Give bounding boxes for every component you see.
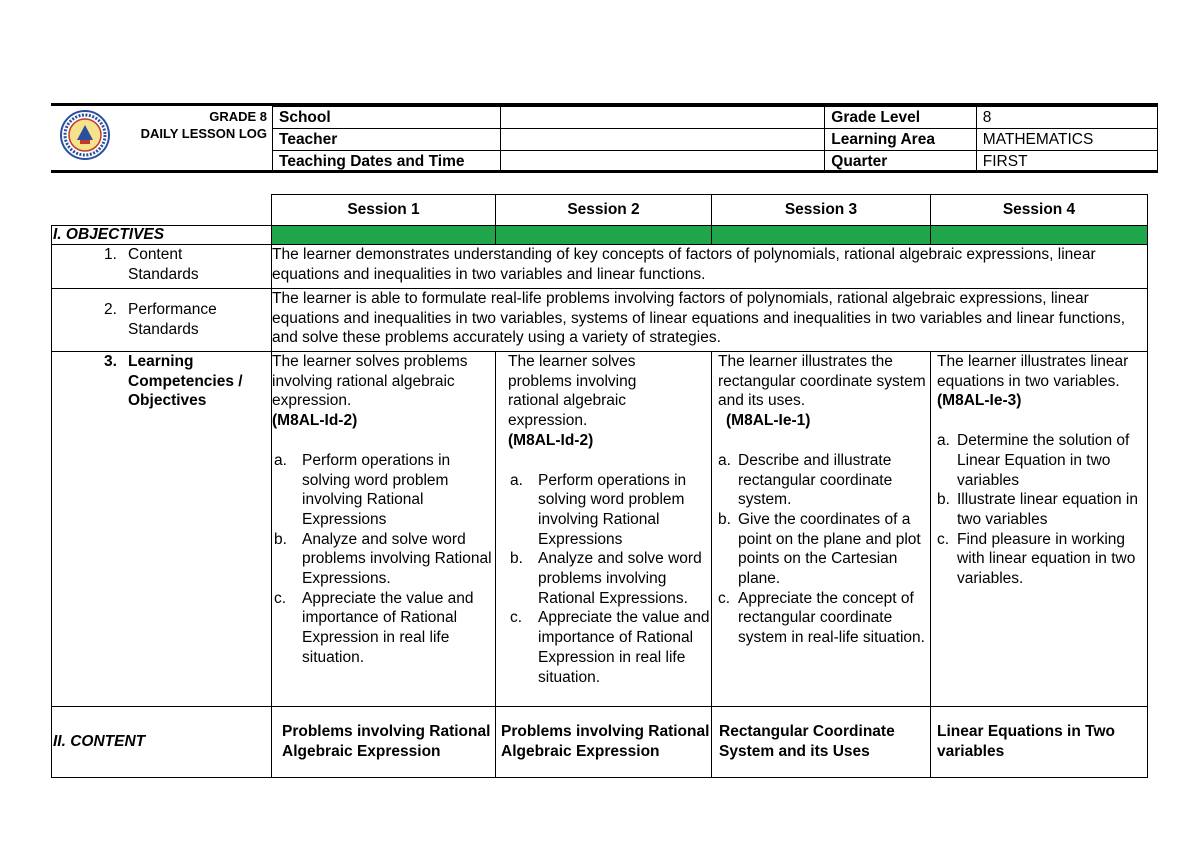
objectives-bar [496,226,712,245]
list-text: Describe and illustrate rectangular coordinate system. [738,451,893,509]
list-text: Appreciate the concept of rectangular coordinate system in real-life situation. [738,589,925,647]
grade-label: GRADE 8 [209,109,267,124]
competency-code: (M8AL-Ie-1) [726,412,811,430]
list-item [508,549,711,608]
list-text: Find pleasure in working with linear equation in two variables. [957,530,1136,588]
objectives-bar [272,226,496,245]
competency-intro: The learner illustrates linear equations in two variables. [937,353,1129,390]
lesson-plan-table [51,194,1148,778]
list-marker: b. [718,510,731,528]
list-text: Determine the solution of Linear Equation in two variables [957,432,1130,489]
list-marker: b. [274,530,287,548]
log-title: DAILY LESSON LOG [140,126,267,141]
objectives-row [52,226,1148,245]
list-text: Illustrate linear equation in two variables [957,491,1138,528]
label-line: Standards [128,321,199,338]
list-marker: a. [718,451,731,469]
session-1-content: Problems involving Rational Algebraic Expression [272,707,496,778]
content-row [52,707,1148,778]
item-number: 3. [104,353,117,370]
objectives-bar [712,226,931,245]
performance-standards-row [52,289,1148,352]
label-line: Performance [128,301,217,319]
session-3-header: Session 3 [712,195,931,226]
objectives-bar [931,226,1148,245]
list-marker: b. [937,491,950,509]
teaching-dates-label: Teaching Dates and Time [273,151,501,173]
session-3-content: Rectangular Coordinate System and its Uses [712,707,931,778]
teaching-dates-value[interactable] [500,151,825,173]
competency-intro: The learner solves problems involving rational algebraic expression. [508,353,637,430]
content-standards-label [52,245,272,289]
competency-code: (M8AL-Ie-3) [937,392,1022,410]
performance-standards-text: The learner is able to formulate real-life problems involving factors of polynomials, rational algebraic expressions, linear equations and inequalities in two variables, systems of linear equations and inequalities in two variables and linear functions, and solve these problems accurately using a variety of strategies. [272,289,1148,352]
list-item [718,510,930,589]
grade-level-label: Grade Level [825,107,976,129]
session-1-header: Session 1 [272,195,496,226]
learning-area-value[interactable]: MATHEMATICS [976,129,1157,151]
session-4-competencies [931,352,1148,707]
label-line: Learning [128,353,194,370]
list-item [937,490,1147,529]
list-item [508,608,711,687]
list-text: Perform operations in solving word problem involving Rational Expressions [302,451,451,528]
grade-level-value[interactable]: 8 [976,107,1157,129]
teacher-value[interactable] [500,129,825,151]
list-item [937,530,1147,589]
list-item [508,471,711,550]
list-text: Appreciate the value and importance of Rational Expression in real life situation. [538,609,710,686]
list-item [272,589,495,668]
content-standards-text: The learner demonstrates understanding of key concepts of factors of polynomials, rational algebraic expressions, linear equations and inequalities in two variables and linear functions. [272,245,1148,289]
list-marker: b. [510,550,523,568]
list-item [272,451,495,530]
list-item [937,431,1147,490]
session-3-competencies [712,352,931,707]
list-marker: c. [718,589,731,607]
list-item [718,589,930,648]
learning-area-label: Learning Area [825,129,976,151]
competency-intro: The learner solves problems involving rational algebraic expression. [272,353,468,410]
list-item [718,451,930,510]
list-text: Appreciate the value and importance of Rational Expression in real life situation. [302,589,474,666]
quarter-label: Quarter [825,151,976,173]
list-marker: a. [510,471,523,489]
item-number: 1. [104,246,117,263]
competency-code: (M8AL-Id-2) [272,412,358,430]
item-number: 2. [104,301,117,319]
list-marker: c. [937,530,950,548]
content-heading: II. CONTENT [52,707,272,778]
corner-cell [52,195,272,226]
header-row-teacher [273,129,1158,151]
header-row-school [273,107,1158,129]
header-row-dates [273,151,1158,173]
competencies-row [52,352,1148,707]
list-marker: c. [510,609,523,627]
lesson-log-header [51,103,1158,173]
school-label: School [273,107,501,129]
list-marker: a. [274,451,287,469]
label-line: Objectives [128,392,207,410]
list-text: Analyze and solve word problems involving Rational Expressions. [302,530,492,588]
list-text: Analyze and solve word problems involving Rational Expressions. [538,550,702,607]
session-4-header: Session 4 [931,195,1148,226]
session-2-header: Session 2 [496,195,712,226]
objectives-heading: I. OBJECTIVES [52,226,272,245]
session-2-competencies [496,352,712,707]
competencies-label [52,352,272,707]
grade-title [51,108,267,142]
quarter-value[interactable]: FIRST [976,151,1157,173]
label-line: Content [128,246,183,263]
list-item [272,530,495,589]
list-text: Perform operations in solving word problem involving Rational Expressions [538,471,687,548]
session-4-content: Linear Equations in Two variables [931,707,1148,778]
list-text: Give the coordinates of a point on the plane and plot points on the Cartesian plane. [738,510,921,588]
session-header-row [52,195,1148,226]
school-value[interactable] [500,107,825,129]
competency-code: (M8AL-Id-2) [508,431,594,449]
content-standards-row [52,245,1148,289]
session-1-competencies [272,352,496,707]
list-marker: a. [937,432,950,450]
list-marker: c. [274,589,287,607]
teacher-label: Teacher [273,129,501,151]
session-2-content: Problems involving Rational Algebraic Expression [496,707,712,778]
label-line: Standards [128,265,199,283]
header-info-table [272,106,1158,173]
performance-standards-label [52,289,272,352]
label-line: Competencies / [128,372,243,390]
competency-intro: The learner illustrates the rectangular coordinate system and its uses. [718,353,926,410]
